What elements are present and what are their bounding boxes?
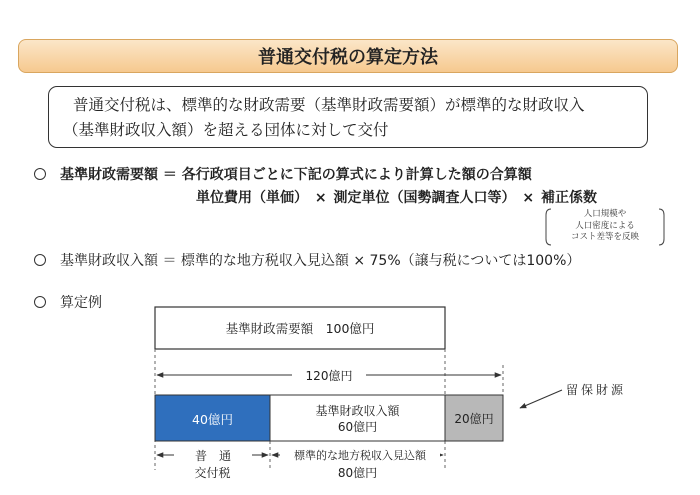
revenue-label-1: 基準財政収入額	[315, 404, 400, 418]
reserve-amount: 20億円	[454, 412, 494, 426]
tax-caption-1: 標準的な地方税収入見込額	[280, 447, 440, 463]
revenue-label-2: 60億円	[337, 420, 378, 434]
need-formula: 単位費用（単価） × 測定単位（国勢調査人口等） × 補正係数	[196, 190, 597, 206]
grant-caption-2: 交付税	[194, 466, 231, 480]
reserve-pointer	[520, 390, 562, 408]
summary-line-2: （基準財政収入額）を超える団体に対して交付	[63, 121, 389, 139]
page-title: 普通交付税の算定方法	[18, 39, 678, 73]
tax-caption-2: 80億円	[337, 466, 378, 480]
total-label: 120億円	[292, 367, 366, 384]
grant-caption-1: 普 通	[174, 447, 252, 464]
note-line-2: 人口密度による	[575, 220, 635, 231]
note-line-3: コスト差等を反映	[570, 232, 639, 242]
need-definition-text: 基準財政需要額 ＝ 各行政項目ごとに下記の算式により計算した額の合算額	[60, 167, 532, 183]
revenue-definition-text: 基準財政収入額 ＝ 標準的な地方税収入見込額 × 75%（譲与税については100%）	[60, 253, 581, 269]
summary-line-1: 普通交付税は、標準的な財政需要（基準財政需要額）が標準的な財政収入	[73, 96, 585, 114]
grant-amount: 40億円	[192, 412, 233, 427]
need-box-label: 基準財政需要額 100億円	[225, 321, 375, 336]
note-line-1: 人口規模や	[583, 209, 627, 219]
reserve-caption: 留保財源	[566, 383, 627, 397]
example-heading: 算定例	[60, 295, 102, 311]
